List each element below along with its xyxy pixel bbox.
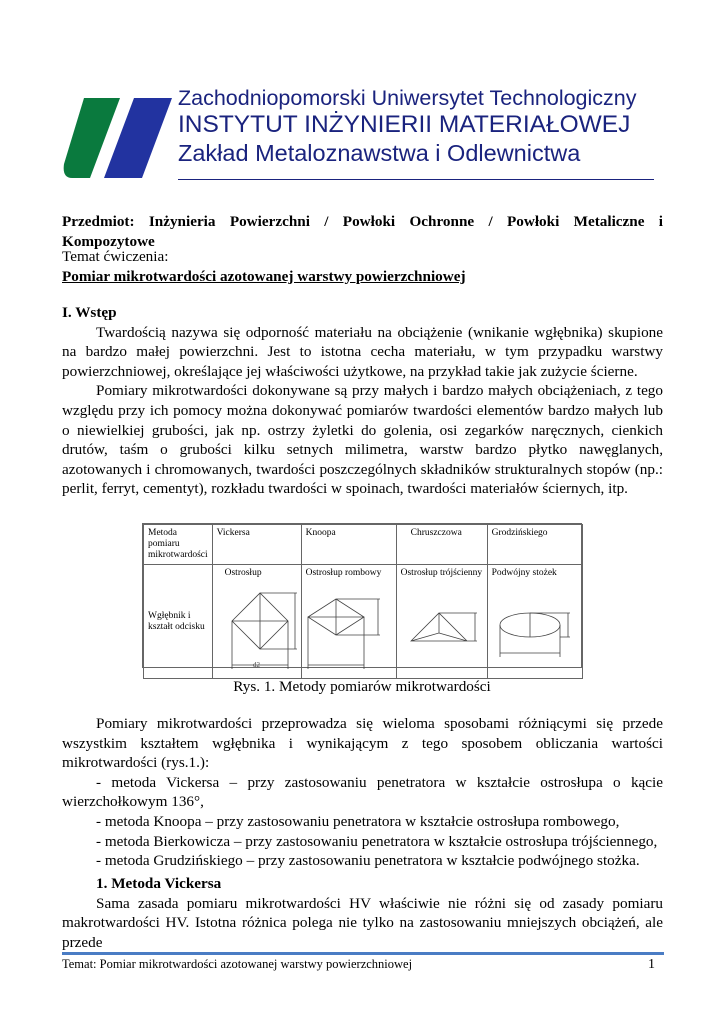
subject-line: Przedmiot: Inżynieria Powierzchni / Powłoki Ochronne / Powłoki Metaliczne i Kompozytowe — [62, 213, 663, 250]
header-divider — [178, 179, 654, 180]
fig-cell-grodzinski: Podwójny stożek — [487, 565, 582, 679]
university-logo — [62, 96, 174, 180]
chruszczow-diagram — [401, 579, 483, 671]
topic-label: Temat ćwiczenia: — [62, 248, 169, 265]
topic-title: Pomiar mikrotwardości azotowanej warstwy powierzchniowej — [62, 267, 466, 285]
vickers-diagram — [217, 579, 297, 671]
grodzinski-diagram — [492, 579, 578, 671]
section-heading: 1. Metoda Vickersa — [96, 875, 222, 892]
footer-text: Temat: Pomiar mikrotwardości azotowanej warstwy powierzchniowej — [62, 957, 413, 971]
fig-header: Grodzińskiego — [487, 525, 582, 565]
fig-header: Vickersa — [212, 525, 301, 565]
paragraph: Sama zasada pomiaru mikrotwardości HV właściwie nie różni się od zasady pomiaru makrotwardości HV. Istotna różnica polega nie tylko na zastosowaniu mniejszych obciążeń, ale przede — [62, 894, 663, 951]
method-item: - metoda Grudzińskiego – przy zastosowaniu penetratora w kształcie podwójnego stożka. — [96, 852, 640, 870]
footer-divider — [62, 952, 664, 955]
fig-row-label: Wgłębnik i kształt odcisku — [144, 565, 213, 679]
paragraph: Twardością nazywa się odporność materiału na obciążenie (wnikanie wgłębnika) skupione na bardzo małej powierzchni. Jest to istotna cecha materiału, w tym przypadku warstwy powierzchniowej, określające jej właściwości użytkowe, na przykład takie jak zużycie ścierne. — [62, 323, 663, 380]
paragraph: Pomiary mikrotwardości dokonywane są przy małych i bardzo małych obciążeniach, z tego względu przy ich pomocy można dokonywać pomiarów twardości elementów bardzo małych lub o niewielkiej grubości, jak np. ostrzy żyletki do golenia, osi zegarków naręcznych, cienkich drutów, taśm o grubości kilku setnych milimetra, warstw bardzo płytko nawęglanych, azotowanych i chromowanych, twardości poszczególnych składników strukturalnych stopów (np.: perlit, ferryt, cementyt), rozkładu twardości w spoinach, twardości materiałów ściernych, itp. — [62, 382, 663, 498]
university-name: Zachodniopomorski Uniwersytet Technologiczny — [178, 86, 637, 110]
fig-cell-chruszczow: Ostrosłup trójścienny — [396, 565, 487, 679]
figure-caption: Rys. 1. Metody pomiarów mikrotwardości — [233, 678, 491, 695]
section-heading: I. Wstęp — [62, 304, 117, 321]
fig-header: Metoda pomiaru mikrotwardości — [144, 525, 213, 565]
department-name: Zakład Metaloznawstwa i Odlewnictwa — [178, 140, 581, 166]
fig-cell-vickers: Ostrosłup d2 — [212, 565, 301, 679]
fig-cell-knoop: Ostrosłup rombowy — [301, 565, 396, 679]
fig-header: Chruszczowa — [396, 525, 487, 565]
method-item: - metoda Bierkowicza – przy zastosowaniu penetratora w kształcie ostrosłupa trójściennego, — [96, 832, 658, 850]
page-number: 1 — [648, 957, 655, 972]
svg-text:d2: d2 — [252, 661, 260, 669]
paragraph: Pomiary mikrotwardości przeprowadza się wieloma sposobami różniącymi się przede wszystkim kształtem wgłębnika i wynikającym z tego sposobem obliczania wartości mikrotwardości (rys.1.): — [62, 715, 663, 772]
knoop-diagram — [306, 579, 392, 671]
method-item: - metoda Vickersa – przy zastosowaniu penetratora w kształcie ostrosłupa o kącie wierzchołkowym 136°, — [62, 773, 663, 811]
fig-header: Knoopa — [301, 525, 396, 565]
method-item: - metoda Knoopa – przy zastosowaniu penetratora w kształcie ostrosłupa rombowego, — [96, 812, 620, 830]
figure-methods-table — [142, 523, 582, 668]
institute-name: INSTYTUT INŻYNIERII MATERIAŁOWEJ — [178, 111, 631, 138]
